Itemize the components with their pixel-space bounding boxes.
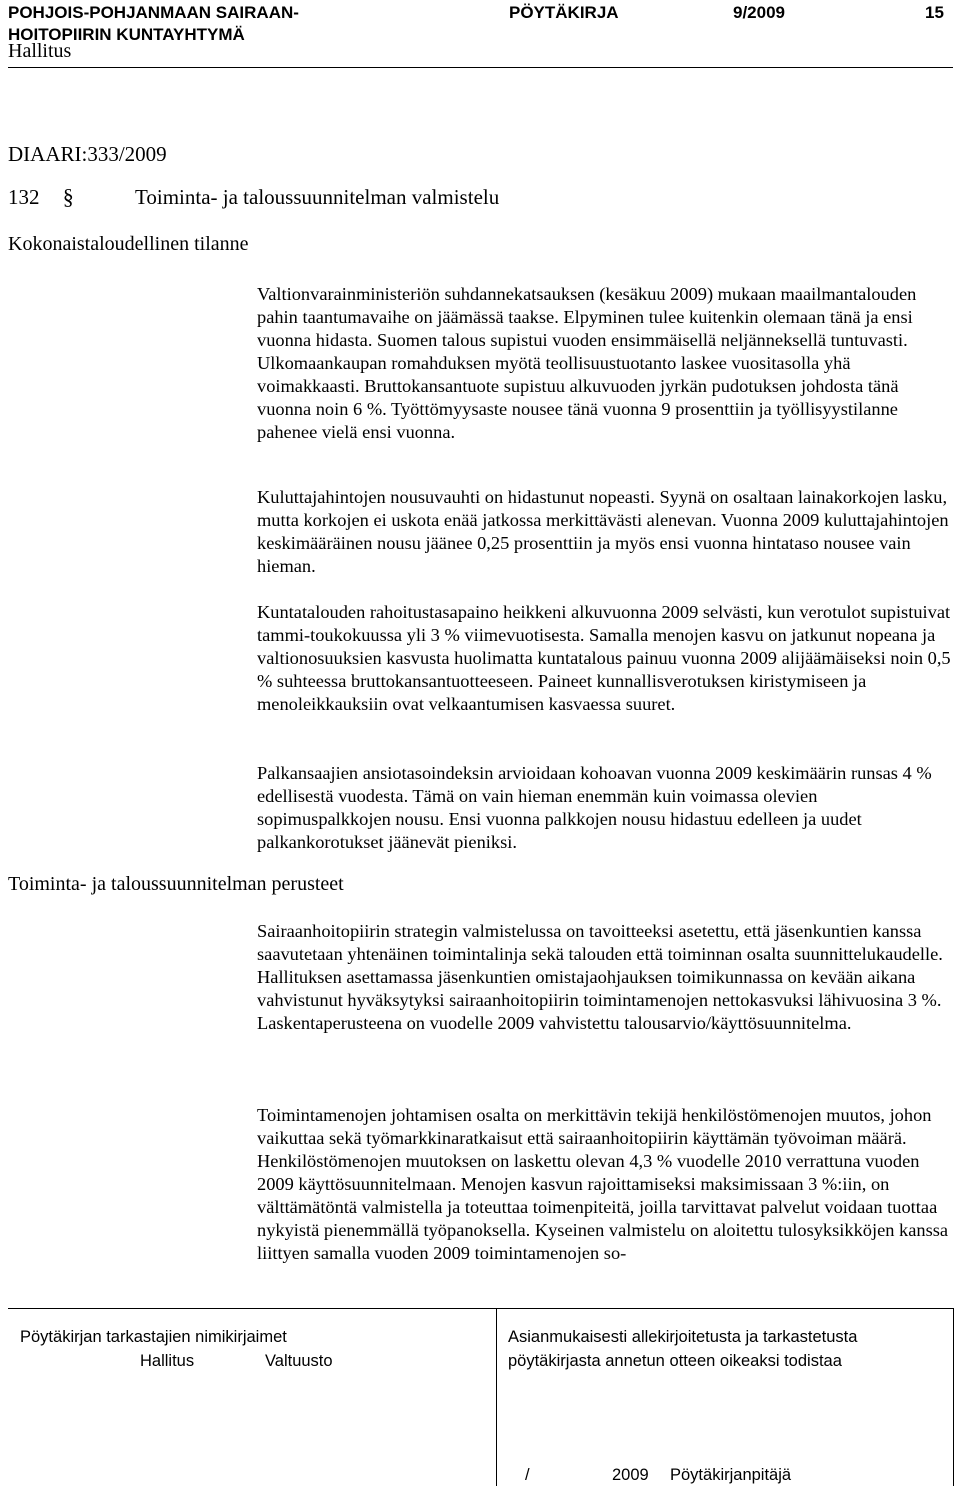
paragraph-operating-costs: Toimintamenojen johtamisen osalta on merkittävin tekijä henkilöstömenojen muutos, johon vaikuttaa sekä työmarkkinaratkaisut että sairaanhoitopiirin käyttämän työvoiman määrä. Henkilöstömenojen muutoksen on laskettu olevan 4,3 % vuodelle 2010 verrattuna vuoden 2009 käyttösuunnitelmaan. Menojen kasvun rajoittamiseksi maksimissaan 3 %:iin, on välttämätöntä valmistella ja toteuttaa toimenpiteitä, joilla tarvittavat palvelut voidaan tuottaa nykyistä pienemmällä työpanoksella. Kyseinen valmistelu on aloitettu tulosyksikköjen kanssa liittyen samalla vuoden 2009 toimintamenojen so- xyxy=(257,1105,949,1263)
section-label-overall-economy: Kokonaistaloudellinen tilanne xyxy=(8,233,249,255)
organization-line-2: HOITOPIIRIN KUNTAYHTYMÄ xyxy=(8,25,245,44)
paragraph-wages: Palkansaajien ansiotasoindeksin arvioidaan kohoavan vuonna 2009 keskimäärin runsas 4 % edellisestä vuodesta. Tämä on vain hieman enemmän kuin voimassa olevien sopimuspalkkojen nousu. Ensi vuonna palkkojen nousu hidastuu edelleen ja uudet palkankorotukset jäänevät pieniksi. xyxy=(257,763,932,852)
certification-line-2: pöytäkirjasta annetun otteen oikeaksi todistaa xyxy=(508,1352,842,1370)
paragraph-strategy: Sairaanhoitopiirin strategin valmistelussa on tavoitteeksi asetettu, että jäsenkuntien kanssa saavutetaan yhtenäinen toimintalinja sekä talouden että toiminnan osalta suunnittelukaudelle. Hallituksen asettamassa jäsenkuntien omistajaohjauksen toimikunnassa on kevään aikana vahvistunut hyväksytyksi sairaanhoitopiirin toimintamenojen nettokasvuksi lähivuosina 3 %. Laskentaperusteena on vuodelle 2009 vahvistettu talousarvio/käyttösuunnitelma. xyxy=(257,921,943,1033)
signature-year: 2009 xyxy=(612,1466,649,1484)
page-number: 15 xyxy=(925,3,944,22)
diaari-number: DIAARI:333/2009 xyxy=(8,142,167,166)
paragraph-consumer-prices: Kuluttajahintojen nousuvauhti on hidastunut nopeasti. Syynä on osaltaan lainakorkojen lasku, mutta korkojen ei uskota enää jatkossa merkittävästi alenevan. Vuonna 2009 kuluttajahintojen keskimääräinen nousu jäänee 0,25 prosenttiin ja myös ensi vuonna hintataso nousee vain hieman. xyxy=(257,487,949,576)
paragraph-municipal-economy: Kuntatalouden rahoitustasapaino heikkeni alkuvuonna 2009 selvästi, kun verotulot supistuivat tammi-toukokuussa yli 3 % viimevuotisesta. Samalla menojen kasvu on jatkunut nopeana ja valtionosuuksien kasvusta huolimatta kuntatalous painuu vuonna 2009 alijäämäiseksi noin 0,5 % suhteessa bruttokansantuotteeseen. Paineet kunnallisverotuksen kiristymiseen ja menoleikkauksiin ovat velkaantumisen kasvaessa suuret. xyxy=(257,602,951,714)
header-rule xyxy=(8,67,953,68)
case-heading xyxy=(8,184,499,210)
paragraph-economic-outlook: Valtionvarainministeriön suhdannekatsauksen (kesäkuu 2009) mukaan maailmantalouden pahin taantumavaihe on jäämässä taakse. Elpyminen tulee kuitenkin olemaan tänä ja ensi vuonna hidasta. Suomen talous supistui vuoden ensimmäisellä neljänneksellä tuntuvasti. Ulkomaankaupan romahduksen myötä teollisuustuotanto laskee vuositasolla yhä voimakkaasti. Bruttokansantuote supistuu alkuvuoden jyrkän pudotuksen johdosta tänä vuonna noin 6 %. Työttömyysaste nousee tänä vuonna 9 prosenttiin ja työllisyystilanne pahenee vielä ensi vuonna. xyxy=(257,284,917,442)
section-sign: § xyxy=(62,184,74,209)
case-number: 132 xyxy=(8,185,40,209)
body-name: Hallitus xyxy=(8,40,72,62)
certification-line-1: Asianmukaisesti allekirjoitetusta ja tarkastetusta xyxy=(508,1328,858,1346)
document-number: 9/2009 xyxy=(733,3,785,22)
section-label-plan-basis: Toiminta- ja taloussuunnitelman perusteet xyxy=(8,873,344,895)
document-type: PÖYTÄKIRJA xyxy=(509,3,619,22)
examiner-board: Hallitus xyxy=(140,1352,195,1370)
footer-divider xyxy=(496,1308,497,1486)
examiner-council: Valtuusto xyxy=(265,1352,333,1370)
organization-line-1: POHJOIS-POHJANMAAN SAIRAAN- xyxy=(8,3,299,22)
case-title: Toiminta- ja taloussuunnitelman valmistelu xyxy=(135,185,500,209)
examiners-label: Pöytäkirjan tarkastajien nimikirjaimet xyxy=(20,1328,287,1346)
minutes-keeper: Pöytäkirjanpitäjä xyxy=(670,1466,792,1484)
date-slash: / xyxy=(525,1466,530,1484)
